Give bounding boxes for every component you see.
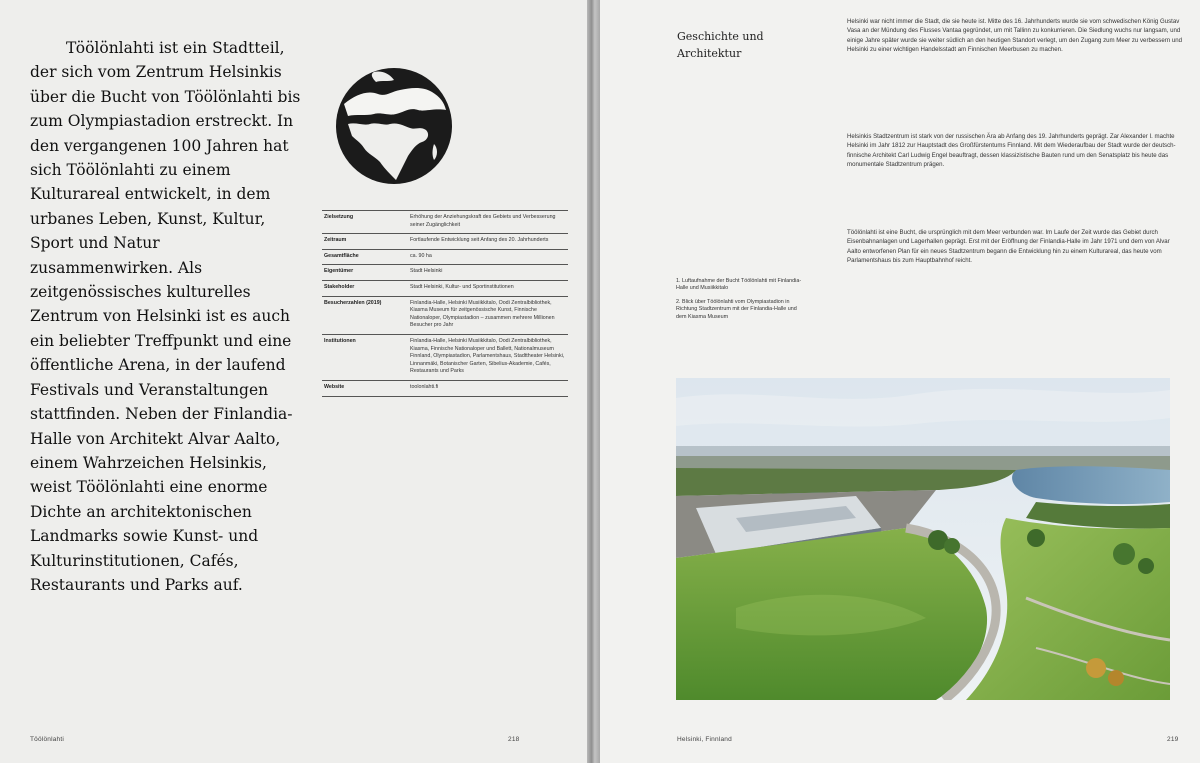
table-row — [322, 234, 568, 250]
body-paragraph: Helsinkis Stadtzentrum ist stark von der russischen Ära ab Anfang des 19. Jahrhunderts geprägt. Zar Alexander I. machte Helsinki im Jahr 1812 zur Hauptstadt des Großfürstentums Finnland. Mit dem Wiederaufbau der Stadt wurde der deutsch-finnische Architekt Carl Ludwig Engel beauftragt, dessen klassizistische Bauten rund um den Senatsplatz bis heute das monumentale Stadtzentrum prägen. — [847, 133, 1176, 168]
section-title: Geschichte und Architektur — [677, 30, 764, 60]
fact-value: toolonlahti.fi — [408, 380, 568, 396]
body-paragraph: Helsinki war nicht immer die Stadt, die sie heute ist. Mitte des 16. Jahrhunderts wurde sie vom schwedischen König Gustav Vasa an der Mündung des Flusses Vantaa gegründet, um mit Tallinn zu konkurrieren. Die Siedlung wuchs nur langsam, und einige Jahre später wurde sie weiter südlich an den heutigen Standort verlegt, um den Zugang zum Meer zu verbessern und Helsinki zu einer wichtigen Handelsstadt am Finnischen Meerbusen zu machen. — [847, 18, 1183, 53]
fact-label: Stakeholder — [322, 280, 408, 296]
fact-label: Besucherzahlen (2019) — [322, 296, 408, 334]
body-paragraph: Töölönlahti ist eine Bucht, die ursprünglich mit dem Meer verbunden war. Im Laufe der Zeit wurde das Gebiet durch Eisenbahnanlagen und Lagerhallen geprägt. Erst mit der Eröffnung der Finlandia-Halle im Jahr 1971 und dem von Alvar Aalto entworfenen Plan für ein neues Stadtzentrum begann die Entwicklung hin zu einem Kulturareal, das heute vom Parlamentshaus bis zum Hauptbahnhof reicht. — [847, 229, 1170, 264]
caption-1: 1. Luftaufnahme der Bucht Töölönlahti mit Finlandia-Halle und Musiikkitalo — [676, 278, 802, 292]
globe-europe-africa-icon — [334, 64, 454, 194]
intro-text: Töölönlahti ist ein Stadtteil, der sich vom Zentrum Helsinkis über die Bucht von Töölönlahti bis zum Olympiastadion erstreckt. In den vergangenen 100 Jahren hat sich Töölönlahti zu einem Kulturareal entwickelt, in dem urbanes Leben, Kunst, Kultur, Sport und Natur zusammenwirken. Als zeitgenössisches kulturelles Zentrum von Helsinki ist es auch ein beliebter Treffpunkt und eine öffentliche Arena, in der laufend Festivals und Veranstaltungen stattfinden. Neben der Finlandia-Halle von Architekt Alvar Aalto, einem Wahrzeichen Helsinkis, weist Töölönlahti eine enorme Dichte an architektonischen Landmarks sowie Kunst- und Kulturinstitutionen, Cafés, Restaurants und Parks auf. — [30, 39, 301, 594]
table-row — [322, 249, 568, 265]
fact-label: Eigentümer — [322, 265, 408, 281]
page-number-right: 219 — [1167, 736, 1179, 743]
fact-value: Finlandia-Halle, Helsinki Musiikkitalo, Oodi Zentralbibliothek, Kiasma, Finnische Nationaloper und Ballett, Nationalmuseum Finnland, Olympiastadion, Parlamentshaus, Stadttheater Helsinki, Linnanmäki, Botanischer Garten, Sibelius-Akademie, Cafés, Restaurants und Parks — [408, 334, 568, 380]
fact-value: Finlandia-Halle, Helsinki Musiikkitalo, Oodi Zentralbibliothek, Kiasma Museum für zeitgenössische Kunst, Finnische Nationaloper, Olympiastadion – zusammen mehrere Millionen Besucher pro Jahr — [408, 296, 568, 334]
left-page — [0, 0, 587, 763]
table-row — [322, 380, 568, 396]
table-row — [322, 280, 568, 296]
fact-label: Gesamtfläche — [322, 249, 408, 265]
fact-value: Erhöhung der Anziehungskraft des Gebiets und Verbesserung seiner Zugänglichkeit — [408, 211, 568, 234]
table-row — [322, 211, 568, 234]
table-row — [322, 265, 568, 281]
fact-label: Zielsetzung — [322, 211, 408, 234]
fact-label: Zeitraum — [322, 234, 408, 250]
photo-captions — [676, 278, 806, 327]
fact-value: Stadt Helsinki, Kultur- und Sportinstitutionen — [408, 280, 568, 296]
footer-left: Töölönlahti — [30, 736, 64, 743]
right-page — [600, 0, 1200, 763]
footer-right: Helsinki, Finnland — [677, 736, 732, 743]
book-gutter — [587, 0, 600, 763]
fact-label: Website — [322, 380, 408, 396]
caption-2: 2. Blick über Töölönlahti vom Olympiastadion in Richtung Stadtzentrum mit der Finlandia-Halle und dem Kiasma Museum — [676, 298, 797, 320]
table-row — [322, 334, 568, 380]
table-row — [322, 296, 568, 334]
facts-table — [322, 210, 568, 397]
fact-value: Stadt Helsinki — [408, 265, 568, 281]
page-number-left: 218 — [508, 736, 520, 743]
fact-label: Institutionen — [322, 334, 408, 380]
fact-value: ca. 90 ha — [408, 249, 568, 265]
fact-value: Fortlaufende Entwicklung seit Anfang des 20. Jahrhunderts — [408, 234, 568, 250]
aerial-photo-toolonlahti — [676, 378, 1170, 700]
